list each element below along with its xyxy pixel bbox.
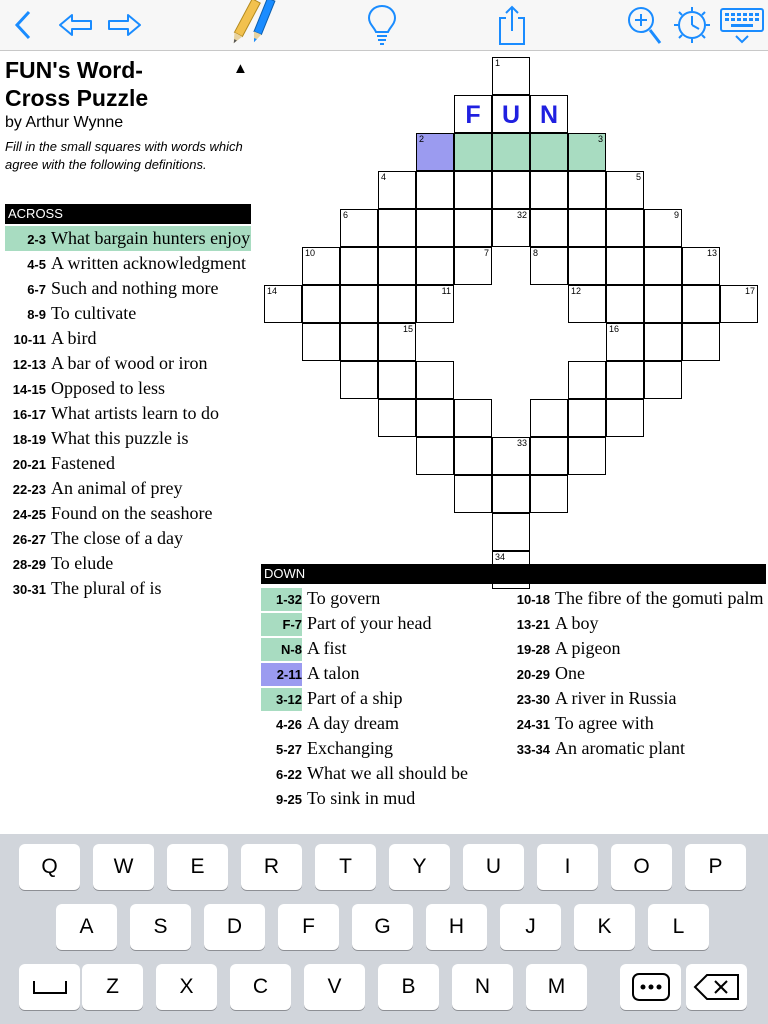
key-c[interactable]: C — [230, 964, 291, 1010]
grid-cell[interactable] — [454, 247, 492, 285]
grid-cell[interactable] — [302, 247, 340, 285]
cell-number: 12 — [571, 286, 582, 296]
clue-item[interactable] — [261, 711, 511, 736]
clue-item[interactable] — [509, 661, 768, 686]
cell-number: 6 — [343, 210, 349, 220]
key-o[interactable]: O — [611, 844, 672, 890]
clue-item[interactable] — [261, 786, 511, 811]
grid-cell[interactable] — [416, 437, 454, 475]
key-q[interactable]: Q — [19, 844, 80, 890]
key-s[interactable]: S — [130, 904, 191, 950]
clue-number: 6-22 — [275, 767, 302, 782]
grid-cell[interactable] — [606, 285, 644, 323]
cell-number: 11 — [441, 286, 451, 296]
cell-number: 10 — [305, 248, 316, 258]
grid-cell[interactable] — [340, 247, 378, 285]
key-a[interactable]: A — [56, 904, 117, 950]
clue-text: What we all should be — [307, 763, 468, 783]
cell-number: 17 — [744, 286, 755, 296]
down-heading: DOWN — [261, 564, 766, 584]
cell-letter: U — [501, 101, 521, 129]
key-f[interactable]: F — [278, 904, 339, 950]
grid-cell[interactable] — [682, 247, 720, 285]
on-screen-keyboard — [0, 834, 768, 1024]
clue-text: A river in Russia — [555, 688, 677, 708]
grid-cell[interactable] — [568, 247, 606, 285]
clue-text: The fibre of the gomuti palm — [555, 588, 764, 608]
clue-number: 23-30 — [516, 692, 550, 707]
grid-cell[interactable] — [454, 399, 492, 437]
cell-number: 9 — [673, 210, 679, 220]
grid-cell[interactable] — [302, 323, 340, 361]
clue-number: 2-11 — [261, 663, 302, 686]
clue-text: The plural of is — [51, 578, 162, 598]
key-k[interactable]: K — [574, 904, 635, 950]
clue-item[interactable] — [261, 661, 511, 686]
down-clue-list-1 — [261, 586, 511, 811]
clue-number: 14-15 — [12, 382, 46, 397]
key-v[interactable]: V — [304, 964, 365, 1010]
cell-number: 2 — [419, 134, 425, 144]
clue-text: A fist — [307, 638, 347, 658]
grid-cell[interactable] — [568, 285, 606, 323]
clue-text: Found on the seashore — [51, 503, 213, 523]
grid-cell[interactable] — [606, 247, 644, 285]
clue-number: 24-25 — [12, 507, 46, 522]
clue-item[interactable] — [261, 761, 511, 786]
cell-letter: N — [539, 101, 559, 129]
grid-cell[interactable] — [644, 209, 682, 247]
puzzle-title: FUN's Word-Cross Puzzle — [5, 57, 149, 111]
clue-text: What this puzzle is — [51, 428, 189, 448]
clue-text: To sink in mud — [307, 788, 416, 808]
clue-text: The close of a day — [51, 528, 183, 548]
grid-cell[interactable] — [530, 475, 568, 513]
clue-text: A bird — [51, 328, 97, 348]
key-w[interactable]: W — [93, 844, 154, 890]
clue-number: 1-32 — [261, 588, 302, 611]
grid-cell[interactable] — [416, 133, 454, 171]
grid-cell[interactable] — [682, 285, 720, 323]
clue-item[interactable] — [509, 586, 768, 611]
grid-cell[interactable] — [492, 171, 530, 209]
clue-number: 22-23 — [12, 482, 46, 497]
grid-cell[interactable] — [340, 361, 378, 399]
grid-cell[interactable] — [530, 437, 568, 475]
cell-number: 34 — [495, 552, 506, 562]
key-x[interactable]: X — [156, 964, 217, 1010]
cell-number: 8 — [533, 248, 539, 258]
clue-text: Exchanging — [307, 738, 393, 758]
cell-number: 14 — [267, 286, 278, 296]
grid-cell[interactable] — [568, 133, 606, 171]
backspace-icon[interactable] — [686, 964, 747, 1010]
cell-letter: F — [465, 101, 481, 129]
space-icon[interactable] — [19, 964, 80, 1010]
grid-cell[interactable] — [492, 475, 530, 513]
key-j[interactable]: J — [500, 904, 561, 950]
grid-cell[interactable] — [568, 399, 606, 437]
grid-cell[interactable] — [416, 361, 454, 399]
cell-number: 3 — [597, 134, 603, 144]
clue-text: Such and nothing more — [51, 278, 219, 298]
clue-number: 3-12 — [261, 688, 302, 711]
cell-number: 15 — [402, 324, 413, 334]
grid-cell[interactable] — [492, 95, 530, 133]
grid-cell[interactable] — [606, 323, 644, 361]
grid-cell[interactable] — [568, 361, 606, 399]
grid-cell[interactable] — [378, 323, 416, 361]
clue-item[interactable] — [261, 736, 511, 761]
grid-cell[interactable] — [606, 209, 644, 247]
grid-cell[interactable] — [378, 209, 416, 247]
key-r[interactable]: R — [241, 844, 302, 890]
clue-number: 12-13 — [12, 357, 46, 372]
clue-item[interactable] — [261, 636, 511, 661]
clue-number: 33-34 — [516, 742, 550, 757]
clue-number: 10-11 — [13, 332, 46, 347]
key-e[interactable]: E — [167, 844, 228, 890]
clue-text: What bargain hunters enjoy — [51, 228, 251, 248]
clue-text: Part of your head — [307, 613, 432, 633]
across-heading: ACROSS — [5, 204, 251, 224]
collapse-info-button[interactable]: ▲ — [233, 60, 248, 77]
puzzle-instructions: Fill in the small squares with words which agree with the following definitions. — [5, 139, 243, 172]
grid-cell[interactable] — [302, 285, 340, 323]
key-n[interactable]: N — [452, 964, 513, 1010]
grid-cell[interactable] — [454, 133, 492, 171]
grid-cell[interactable] — [606, 171, 644, 209]
key-b[interactable]: B — [378, 964, 439, 1010]
grid-cell[interactable] — [606, 399, 644, 437]
grid-cell[interactable] — [530, 133, 568, 171]
clue-text: A written acknowledgment — [51, 253, 246, 273]
clue-text: An aromatic plant — [555, 738, 685, 758]
clue-text: A bar of wood or iron — [51, 353, 208, 373]
key-u[interactable]: U — [463, 844, 524, 890]
cell-number: 16 — [609, 324, 620, 334]
grid-cell[interactable] — [378, 171, 416, 209]
grid-cell[interactable] — [644, 361, 682, 399]
grid-cell[interactable] — [606, 361, 644, 399]
grid-cell[interactable] — [568, 209, 606, 247]
grid-cell[interactable] — [416, 171, 454, 209]
clue-number: 4-5 — [27, 257, 46, 272]
key-l[interactable]: L — [648, 904, 709, 950]
grid-cell[interactable] — [416, 285, 454, 323]
clue-number: 9-25 — [275, 792, 302, 807]
grid-cell[interactable] — [492, 209, 530, 247]
clue-item[interactable] — [509, 636, 768, 661]
clue-number: 2-3 — [27, 232, 46, 247]
key-z[interactable]: Z — [82, 964, 143, 1010]
clue-item[interactable] — [261, 686, 511, 711]
clue-text: A pigeon — [555, 638, 621, 658]
grid-cell[interactable] — [644, 285, 682, 323]
grid-cell[interactable] — [378, 247, 416, 285]
clue-number: 18-19 — [12, 432, 46, 447]
grid-cell[interactable] — [530, 95, 568, 133]
grid-cell[interactable] — [530, 247, 568, 285]
grid-cell[interactable] — [416, 399, 454, 437]
grid-cell[interactable] — [492, 513, 530, 551]
clue-item[interactable] — [261, 586, 511, 611]
grid-cell[interactable] — [378, 361, 416, 399]
clue-number: 6-7 — [27, 282, 46, 297]
clue-number: 20-21 — [12, 457, 46, 472]
clue-text: Opposed to less — [51, 378, 165, 398]
grid-cell[interactable] — [264, 285, 302, 323]
grid-cell[interactable] — [340, 323, 378, 361]
key-i[interactable]: I — [537, 844, 598, 890]
grid-cell[interactable] — [416, 209, 454, 247]
clue-text: To elude — [51, 553, 114, 573]
grid-cell[interactable] — [454, 171, 492, 209]
grid-cell[interactable] — [340, 285, 378, 323]
grid-cell[interactable] — [454, 95, 492, 133]
key-y[interactable]: Y — [389, 844, 450, 890]
clue-text: Fastened — [51, 453, 115, 473]
grid-cell[interactable] — [416, 247, 454, 285]
key-g[interactable]: G — [352, 904, 413, 950]
clue-text: A day dream — [307, 713, 399, 733]
puzzle-author: by Arthur Wynne — [5, 114, 124, 131]
clue-item[interactable] — [509, 686, 768, 711]
clue-item[interactable] — [5, 576, 251, 601]
grid-cell[interactable] — [644, 323, 682, 361]
clue-number: 30-31 — [12, 582, 46, 597]
clue-number: 5-27 — [275, 742, 302, 757]
grid-cell[interactable] — [454, 209, 492, 247]
grid-cell[interactable] — [530, 209, 568, 247]
clue-text: To govern — [307, 588, 381, 608]
grid-cell[interactable] — [530, 171, 568, 209]
cell-number: 33 — [516, 438, 527, 448]
clue-item[interactable] — [509, 711, 768, 736]
cell-number: 13 — [706, 248, 717, 258]
clue-text: A talon — [307, 663, 360, 683]
clue-number: 19-28 — [516, 642, 550, 657]
clue-item[interactable] — [509, 736, 768, 761]
clue-number: 8-9 — [27, 307, 46, 322]
down-clue-list-2 — [509, 586, 768, 761]
key-t[interactable]: T — [315, 844, 376, 890]
cell-number: 5 — [635, 172, 641, 182]
clue-text: What artists learn to do — [51, 403, 219, 423]
clue-number: F-7 — [261, 613, 302, 636]
grid-cell[interactable] — [378, 285, 416, 323]
cell-number: 4 — [381, 172, 387, 182]
grid-cell[interactable] — [568, 437, 606, 475]
key-p[interactable]: P — [685, 844, 746, 890]
clue-number: 28-29 — [12, 557, 46, 572]
clue-number: 16-17 — [12, 407, 46, 422]
grid-cell[interactable] — [378, 399, 416, 437]
clue-number: 4-26 — [275, 717, 302, 732]
clue-text: A boy — [555, 613, 599, 633]
clue-text: An animal of prey — [51, 478, 183, 498]
clue-number: 20-29 — [516, 667, 550, 682]
grid-cell[interactable] — [720, 285, 758, 323]
key-h[interactable]: H — [426, 904, 487, 950]
grid-cell[interactable] — [340, 209, 378, 247]
grid-cell[interactable] — [454, 475, 492, 513]
grid-cell[interactable] — [492, 133, 530, 171]
clue-text: Part of a ship — [307, 688, 403, 708]
grid-cell[interactable] — [492, 57, 530, 95]
grid-cell[interactable] — [682, 323, 720, 361]
grid-cell[interactable] — [568, 171, 606, 209]
cell-number: 32 — [516, 210, 527, 220]
clue-text: One — [555, 663, 585, 683]
more-icon[interactable] — [620, 964, 681, 1010]
clue-item[interactable] — [261, 611, 511, 636]
grid-cell[interactable] — [644, 247, 682, 285]
cell-number: 1 — [495, 58, 501, 68]
key-d[interactable]: D — [204, 904, 265, 950]
cell-number: 7 — [483, 248, 489, 258]
clue-number: 24-31 — [516, 717, 550, 732]
clue-text: To cultivate — [51, 303, 137, 323]
grid-cell[interactable] — [492, 437, 530, 475]
clue-number: 26-27 — [12, 532, 46, 547]
clue-number: 13-21 — [516, 617, 550, 632]
grid-cell[interactable] — [530, 399, 568, 437]
clue-item[interactable] — [509, 611, 768, 636]
key-m[interactable]: M — [526, 964, 587, 1010]
grid-cell[interactable] — [454, 437, 492, 475]
clue-number: 10-18 — [516, 592, 550, 607]
clue-text: To agree with — [555, 713, 654, 733]
clue-number: N-8 — [261, 638, 302, 661]
